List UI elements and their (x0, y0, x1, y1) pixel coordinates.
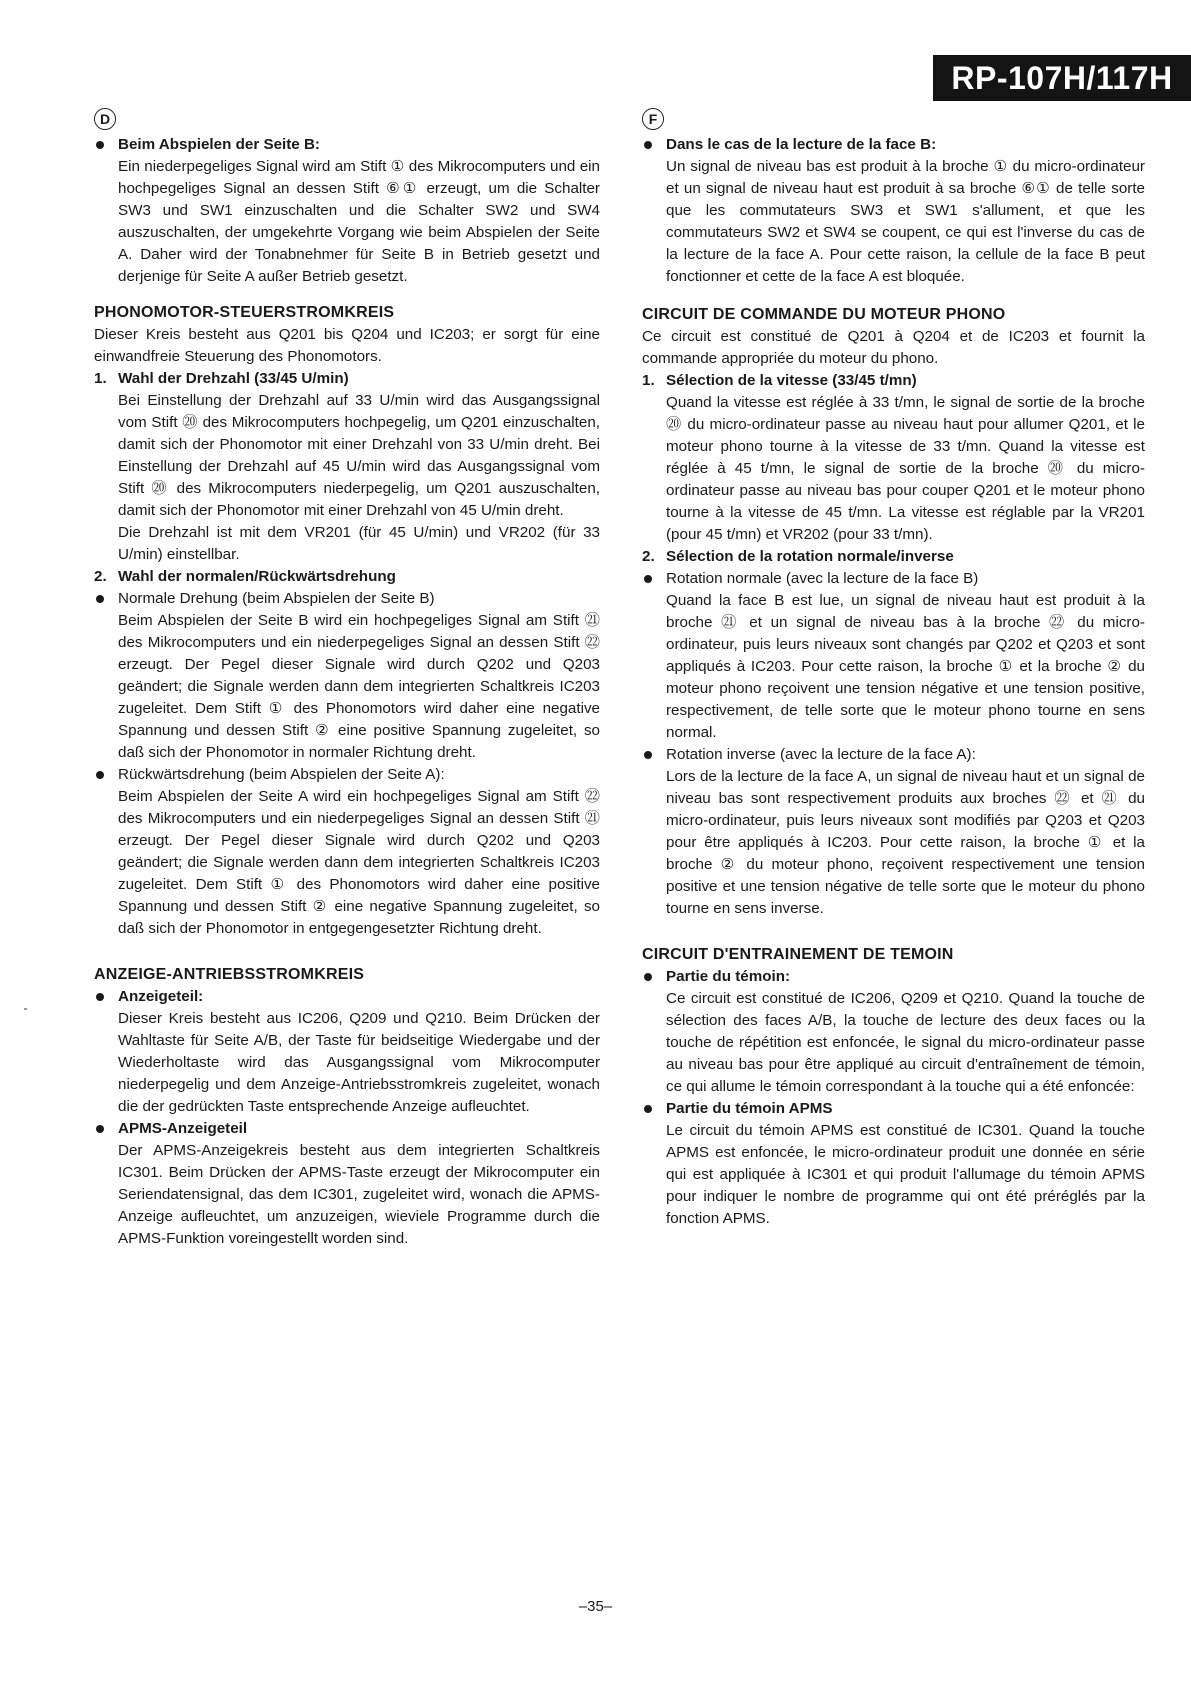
normal-rotation-title-de: Normale Drehung (beim Abspielen der Seite B) (94, 588, 600, 610)
indicator-part-text-fr: Ce circuit est constitué de IC206, Q209 et Q210. Quand la touche de sélection des faces A/B, la touche de lecture des deux faces ou la touche de répétition est enfoncée, le signal du micro-ordinateur passe au niveau bas pour être appliqué au circuit d'entraînement de témoin, ce qui allume le témoin correspondant à la touche qui a été enfoncée: (666, 990, 1145, 1095)
normal-rotation-title-fr: Rotation normale (avec la lecture de la face B) (642, 568, 1145, 590)
speed-selection-text-fr: Quand la vitesse est réglée à 33 t/mn, le signal de sortie de la broche ⑳ du micro-ordinateur passe au niveau haut pour allumer Q201, et le moteur phono tourne à la vitesse de 33 t/mn. Quand la vitesse est réglée à 45 t/mn, le signal de sortie de la broche ⑳ du micro-ordinateur passe au niveau bas pour couper Q201 et le moteur phono tourne à la vitesse de 45 t/mn. La vitesse est réglable par la VR201 (pour 45 t/mn) et VR202 (pour 33 t/mn). (666, 394, 1145, 543)
reverse-rotation-text-de: Beim Abspielen der Seite A wird ein hochpegeliges Signal am Stift ㉒ des Mikrocomputers und ein niederpegeliges Signal an dessen Stift ㉑ erzeugt. Der Pegel dieser Signale wird durch Q202 und Q203 geändert; die Signale werden dann dem integrierten Schaltkreis IC203 zugeleitet. Dem Stift ① des Phonomotors wird daher eine positive Spannung und dessen Stift ② eine negative Spannung zugeleitet, so daß sich der Phonomotor in entgegengesetzter Richtung dreht. (118, 788, 600, 937)
indicator-circuit-heading-de: ANZEIGE-ANTRIEBSSTROMKREIS (94, 966, 365, 983)
speed-adjust-text-de: Die Drehzahl ist mit dem VR201 (für 45 U/min) und VR202 (für 33 U/min) einstellbar. (118, 524, 600, 563)
reverse-rotation-title-de: Rückwärtsdrehung (beim Abspielen der Seite A): (94, 764, 600, 786)
motor-circuit-intro-fr: Ce circuit est constitué de Q201 à Q204 et de IC203 et fournit la commande appropriée du moteur du phono. (642, 328, 1145, 367)
speed-selection-text-de: Bei Einstellung der Drehzahl auf 33 U/min wird das Ausgangssignal vom Stift ⑳ des Mikrocomputers hochpegelig, um Q201 einzuschalten, damit sich der Phonomotor mit einer Drehzahl von 33 U/min dreht. Bei Einstellung der Drehzahl auf 45 U/min wird das Ausgangssignal vom Stift ⑳ des Mikrocomputers niederpegelig, um Q201 auszuschalten, damit sich der Phonomotor mit einer Drehzahl von 45 U/min dreht. (118, 392, 600, 519)
apms-part-title-fr: Partie du témoin APMS (642, 1098, 1145, 1120)
normal-rotation-text-fr: Quand la face B est lue, un signal de niveau haut est produit à la broche ㉑ et un signal de niveau bas à la broche ㉒ du micro-ordinateur, puis leurs niveaux sont changés par Q202 et Q203 et sont appliqués à IC203. Pour cette raison, la broche ① et la broche ② du moteur phono reçoivent une tension négative et une tension positive, respectivement, de telle sorte que le moteur phono tourne en sens normal. (666, 592, 1145, 741)
apms-part-text-fr: Le circuit du témoin APMS est constitué de IC301. Quand la touche APMS est enfoncée, le micro-ordinateur produit une donnée en série qui est appliquée à IC301 et qui produit l'allumage du témoin APMS pour indiquer le nombre de programme qui ont été préréglés par la fonction APMS. (666, 1122, 1145, 1227)
page-number: –35– (578, 1598, 613, 1615)
playback-b-title-fr: Dans le cas de la lecture de la face B: (642, 134, 1145, 156)
section-letter-f: F (642, 108, 664, 130)
speed-selection-title-de: 1. Wahl der Drehzahl (33/45 U/min) (94, 370, 349, 387)
model-title-badge: RP-107H/117H (933, 55, 1191, 101)
apms-part-title-de: APMS-Anzeigeteil (94, 1118, 600, 1140)
motor-circuit-intro-de: Dieser Kreis besteht aus Q201 bis Q204 und IC203; er sorgt für eine einwandfreie Steuerung des Phonomotors. (94, 326, 600, 365)
indicator-circuit-heading-fr: CIRCUIT D'ENTRAINEMENT DE TEMOIN (642, 946, 954, 963)
motor-circuit-heading-de: PHONOMOTOR-STEUERSTROMKREIS (94, 304, 395, 321)
indicator-part-title-fr: Partie du témoin: (642, 966, 1145, 988)
indicator-part-title-de: Anzeigeteil: (94, 986, 600, 1008)
french-column (642, 108, 1145, 1230)
section-letter-d: D (94, 108, 116, 130)
playback-b-title-de: Beim Abspielen der Seite B: (94, 134, 600, 156)
scan-speck (24, 1008, 27, 1010)
indicator-part-text-de: Dieser Kreis besteht aus IC206, Q209 und Q210. Beim Drücken der Wahltaste für Seite A/B, der Taste für beidseitige Wiedergabe und der Wiederholtaste wird das Ausgangssignal vom Mikrocomputer niederpegelig und dem Anzeige-Antriebsstromkreis zugeleitet, wonach die der gedrückten Taste entsprechende Anzeige aufleuchtet. (118, 1010, 600, 1115)
playback-b-text-de: Ein niederpegeliges Signal wird am Stift ① des Mikrocomputers und ein hochpegeliges Signal an dessen Stift ⑥① erzeugt, um die Schalter SW3 und SW1 einzuschalten und die Schalter SW2 und SW4 auszuschalten, der umgekehrte Vorgang wie beim Abspielen der Seite A. Daher wird der Tonabnehmer für Seite B in Betrieb gesetzt und derjenige für Seite A außer Betrieb gesetzt. (118, 158, 600, 285)
reverse-rotation-text-fr: Lors de la lecture de la face A, un signal de niveau haut et un signal de niveau bas sont respectivement produits aux broches ㉒ et ㉑ du micro-ordinateur, puis leurs niveaux sont modifiés par Q203 et Q203 pour être appliqués à IC203. Pour cette raison, la broche ① et la broche ② du moteur phono, reçoivent respectivement une tension positive et une tension négative de telle sorte que le moteur du phono tourne en sens inverse. (666, 768, 1145, 917)
speed-selection-title-fr: 1. Sélection de la vitesse (33/45 t/mn) (642, 372, 917, 389)
rotation-selection-title-fr: 2. Sélection de la rotation normale/inverse (642, 548, 954, 565)
motor-circuit-heading-fr: CIRCUIT DE COMMANDE DU MOTEUR PHONO (642, 306, 1006, 323)
reverse-rotation-title-fr: Rotation inverse (avec la lecture de la face A): (642, 744, 1145, 766)
rotation-selection-title-de: 2. Wahl der normalen/Rückwärtsdrehung (94, 568, 396, 585)
german-column (94, 108, 600, 1250)
apms-part-text-de: Der APMS-Anzeigekreis besteht aus dem integrierten Schaltkreis IC301. Beim Drücken der APMS-Taste erzeugt der Mikrocomputer ein Seriendatensignal, das dem IC301, zugeleitet wird, wonach die APMS-Anzeige aufleuchtet, um anzuzeigen, wieviele Programme durch die APMS-Funktion voreingestellt worden sind. (118, 1142, 600, 1247)
playback-b-text-fr: Un signal de niveau bas est produit à la broche ① du micro-ordinateur et un signal de niveau haut est produit à sa broche ⑥① de telle sorte que les commutateurs SW3 et SW1 s'allument, et que les commutateurs SW2 et SW4 se coupent, ce qui est l'inverse du cas de la lecture de la face A. Pour cette raison, la cellule de la face B peut fonctionner et cette de la face A est bloquée. (666, 158, 1145, 285)
normal-rotation-text-de: Beim Abspielen der Seite B wird ein hochpegeliges Signal am Stift ㉑ des Mikrocomputers und ein niederpegeliges Signal an dessen Stift ㉒ erzeugt. Der Pegel dieser Signale wird durch Q202 und Q203 geändert; die Signale werden dann dem integrierten Schaltkreis IC203 zugeleitet. Dem Stift ① des Phonomotors wird daher eine negative Spannung und dessen Stift ② eine positive Spannung zugeleitet, so daß sich der Phonomotor in normaler Richtung dreht. (118, 612, 600, 761)
